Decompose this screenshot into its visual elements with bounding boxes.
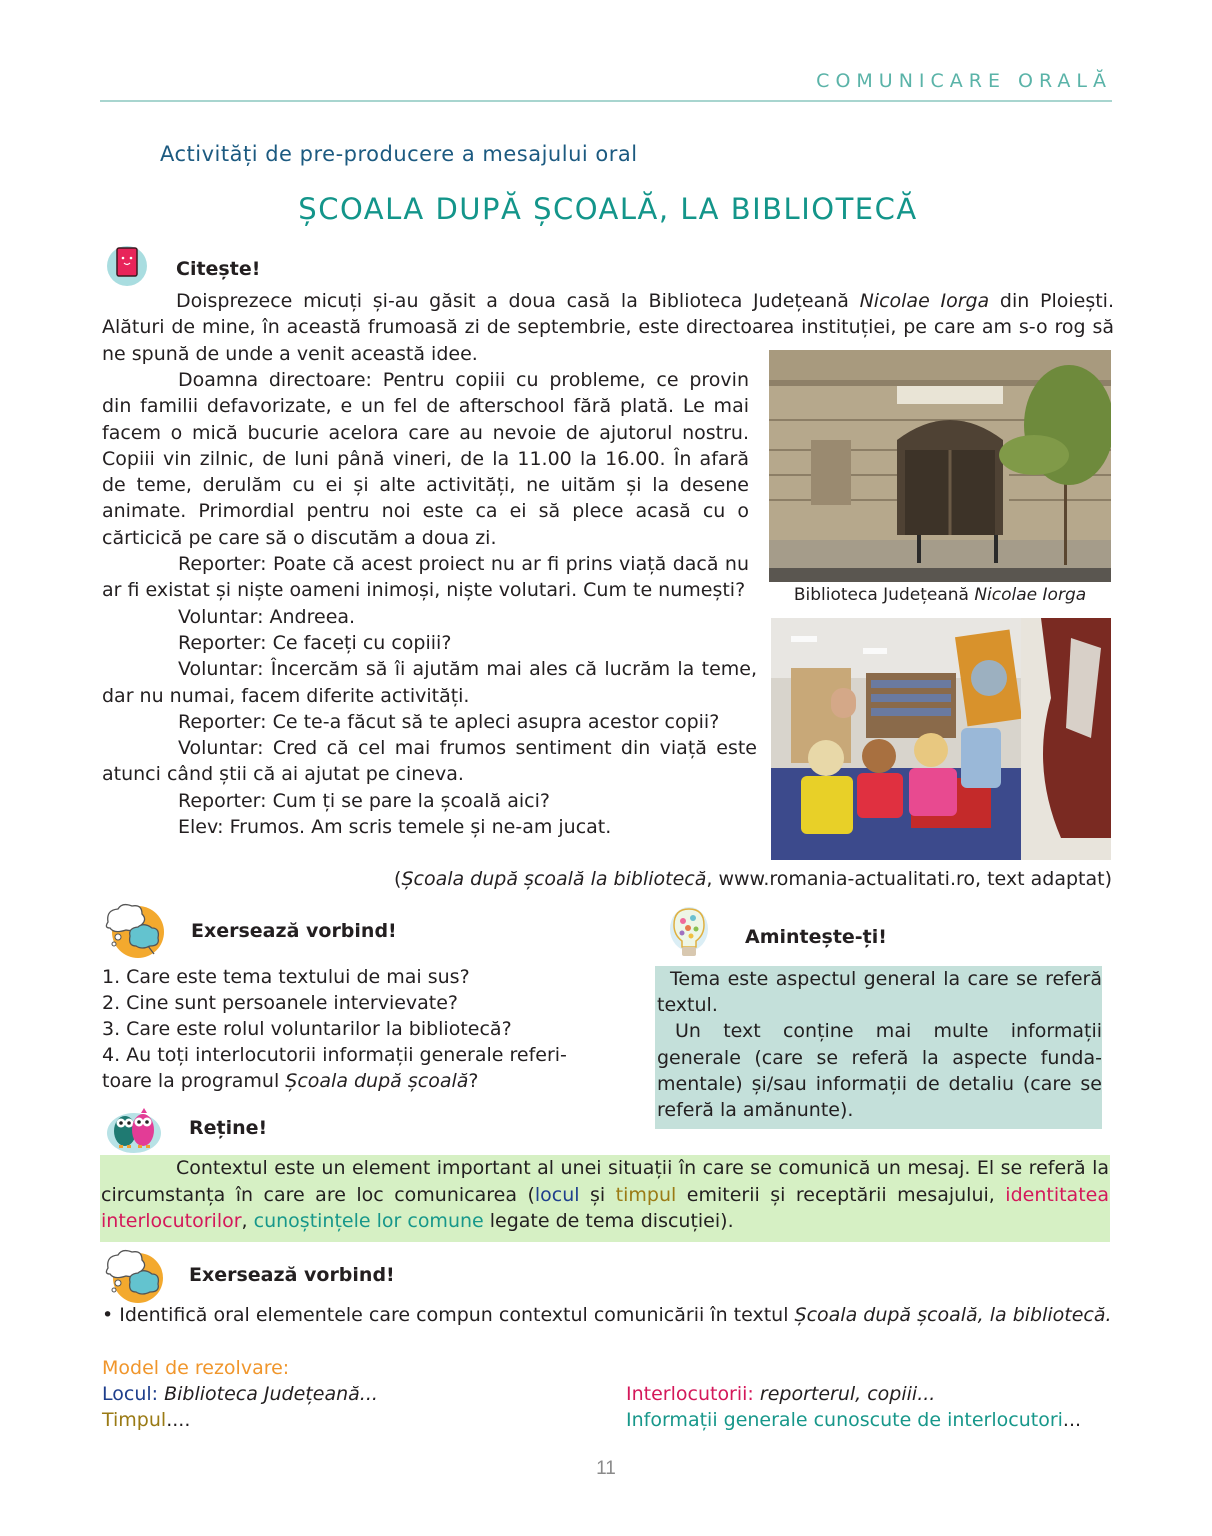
section-subtitle: Activități de pre-producere a mesajului oral — [160, 142, 638, 166]
timpul-value: .... — [166, 1409, 191, 1431]
volunteer-answer-3: Voluntar: Cred că cel mai frumos sentiment din viață este atunci când știi că ai ajutat pe cineva. — [102, 737, 757, 786]
question-3: 3. Care este rolul voluntarilor la bibliotecă? — [102, 1018, 512, 1040]
children-library-photo — [771, 618, 1111, 860]
volunteer-answer-1: Voluntar: Andreea. — [178, 605, 356, 628]
header-divider — [100, 100, 1112, 102]
context-text-3: emiterii și receptării mesajului, — [676, 1183, 1006, 1206]
reporter-question-1: Reporter: Poate că acest proiect nu ar fi prins viață dacă nu ar fi existat și niște oameni inimoși, niște volutari. Cum te numești? — [102, 553, 749, 602]
library-name: Nicolae Iorga — [859, 290, 990, 312]
speech-clouds-icon — [100, 900, 166, 960]
read-section-label: Citește! — [176, 258, 261, 280]
question-1: 1. Care este tema textului de mai sus? — [102, 966, 470, 988]
task-text: • Identifică oral elementele care compun contextul comunicării în textul — [102, 1304, 795, 1326]
reporter-question-4: Reporter: Cum ți se pare la școală aici? — [178, 789, 550, 812]
chapter-header: COMUNICARE ORALĂ — [816, 70, 1112, 92]
model-interlocutorii — [626, 1381, 935, 1407]
student-answer: Elev: Frumos. Am scris temele și ne-am jucat. — [178, 816, 612, 839]
practice-2-task — [102, 1302, 1112, 1328]
practice-2-label: Exersează vorbind! — [189, 1264, 395, 1286]
locul-value: Biblioteca Județeană... — [158, 1383, 378, 1405]
practice-1-label: Exersează vorbind! — [191, 920, 397, 942]
interlocutorii-value: reporterul, copiii... — [753, 1383, 936, 1405]
interlocutorii-label: Interlocutorii: — [626, 1383, 754, 1405]
page-title: ȘCOALA DUPĂ ȘCOALĂ, LA BIBLIOTECĂ — [298, 192, 918, 226]
theme-definition: Tema este aspectul general la care se referă textul. — [657, 968, 1102, 1017]
volunteer-answer-2: Voluntar: Încercăm să îi ajutăm mai ales că lucrăm la teme, dar nu numai, facem diferite activități. — [102, 658, 757, 707]
retine-label: Reține! — [189, 1117, 268, 1139]
reporter-question-3: Reporter: Ce te-a făcut să te apleci asupra acestor copii? — [178, 710, 720, 733]
model-timpul — [102, 1407, 190, 1433]
question-2: 2. Cine sunt persoanele intervievate? — [102, 992, 459, 1014]
question-4-mark: ? — [468, 1070, 479, 1092]
model-label: Model de rezolvare: — [102, 1357, 290, 1379]
caption-italic: Nicolae Iorga — [974, 585, 1087, 605]
reporter-question-2: Reporter: Ce faceți cu copiii? — [178, 631, 452, 654]
term-identitatea: identitatea interlocutorilor — [101, 1183, 1109, 1232]
intro-text-end: din Ploiești. Alături de mine, în această frumoasă zi de septembrie, este directoarea instituției, pe care am s-o rog să ne spună de unde a venit această idee. — [102, 290, 1114, 365]
term-cunostinte: cunoștințele lor comune — [253, 1210, 484, 1232]
lightbulb-icon — [668, 905, 710, 961]
information-types: Un text conține mai multe informații generale (care se referă la aspecte funda-mentale) și/sau informații de detaliu (care se referă la amănunte). — [657, 1020, 1102, 1122]
informatii-label: Informații generale cunoscute de interlocutori — [626, 1409, 1063, 1431]
context-definition — [101, 1155, 1109, 1235]
caption-text: Biblioteca Județeană — [793, 585, 975, 605]
remember-info-box — [655, 966, 1102, 1129]
model-informatii — [626, 1407, 1081, 1433]
book-face-icon — [102, 238, 154, 290]
task-text-title: Școala după școală, la bibliotecă. — [794, 1304, 1112, 1326]
citation-paren: ( — [394, 868, 402, 890]
interview-text — [102, 367, 757, 840]
director-paragraph: Doamna directoare: Pentru copiii cu probleme, ce provin din familii defavorizate, e un fel de afterschool fără plată. Le mai facem o mică bucurie acelora care au nevoie de ajutorul nostru. Copiii vin zilnic, de luni până vineri, de la 11.00 la 16.00. În afară de teme, derulăm cu ei și alte activități, ne uităm și la desene animate. Primordial pentru noi este ca ei să plece acasă cu o cărticică pe care să o discutăm a doua zi. — [102, 369, 749, 549]
informatii-value: ... — [1062, 1409, 1082, 1431]
identify-task — [102, 1302, 1112, 1328]
citation-title: Școala după școală la bibliotecă — [401, 868, 707, 890]
page-number: 11 — [596, 1458, 616, 1479]
library-photo-caption — [769, 585, 1111, 605]
question-4 — [102, 1042, 612, 1094]
practice-1-questions — [102, 964, 612, 1094]
remember-label: Amintește-ți! — [745, 926, 887, 948]
context-text-2: și — [579, 1183, 616, 1206]
context-definition-box — [100, 1155, 1110, 1242]
question-4-text: 4. Au toți interlocutorii informații generale referi-toare la programul — [102, 1044, 567, 1092]
library-building-photo — [769, 350, 1111, 582]
term-timpul: timpul — [615, 1183, 677, 1206]
owls-icon — [103, 1105, 165, 1155]
locul-label: Locul: — [102, 1383, 159, 1405]
question-4-program: Școala după școală — [285, 1070, 469, 1092]
model-locul — [102, 1381, 378, 1407]
context-text-5: legate de tema discuției). — [483, 1210, 734, 1232]
citation-source: , www.romania-actualitati.ro, text adaptat) — [706, 868, 1112, 890]
speech-clouds-icon — [100, 1248, 166, 1304]
intro-text: Doisprezece micuți și-au găsit a doua casă la Biblioteca Județeană — [176, 290, 860, 312]
timpul-label: Timpul — [102, 1409, 167, 1431]
source-citation — [394, 868, 1112, 890]
context-text-4: , — [241, 1210, 254, 1232]
term-locul: locul — [534, 1183, 580, 1206]
context-text-1: Contextul este un element important al unei situații în care se comunică un mesaj. El se referă la circumstanța în care are loc comunicarea ( — [101, 1157, 1109, 1206]
